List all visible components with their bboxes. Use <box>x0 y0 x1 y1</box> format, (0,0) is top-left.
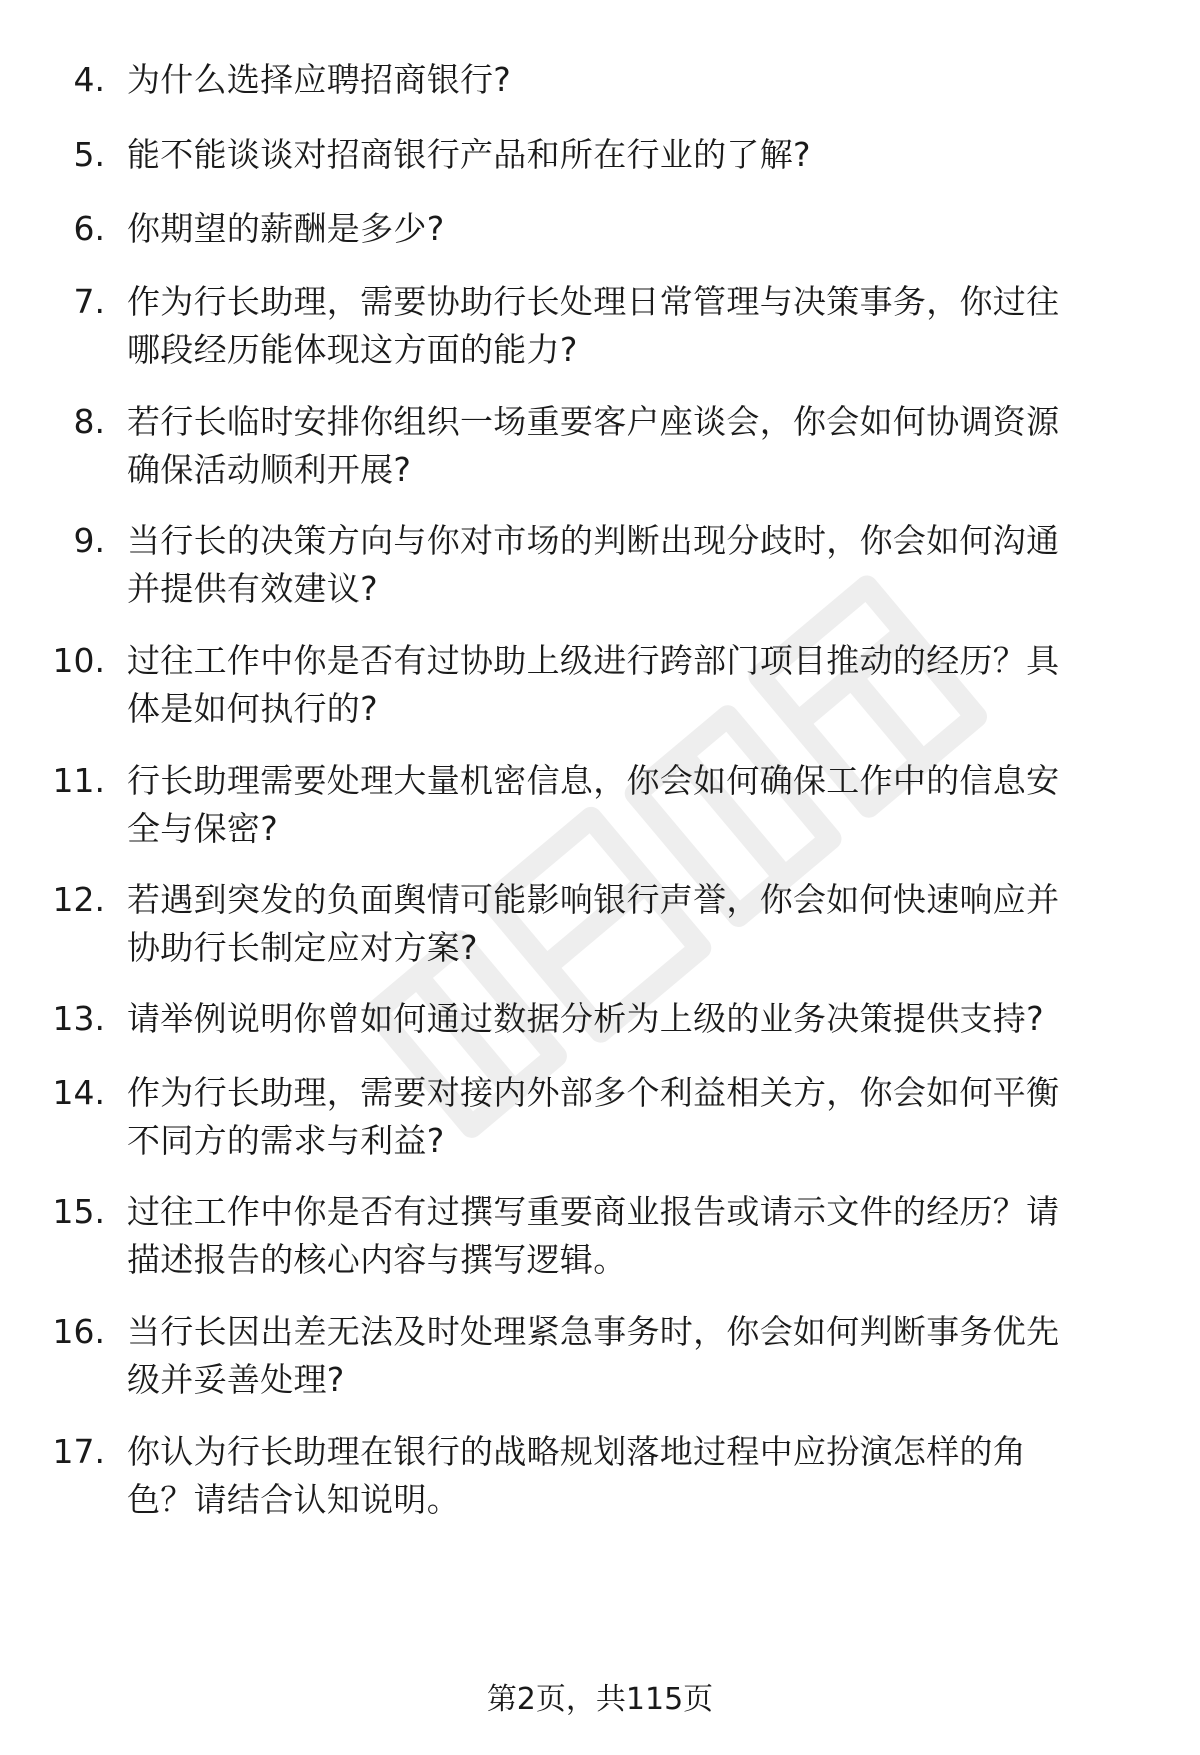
question-text-line: 能不能谈谈对招商银行产品和所在行业的了解? <box>127 135 811 174</box>
question-text <box>127 1308 1137 1404</box>
question-text <box>127 56 1137 104</box>
question-text <box>127 278 1137 374</box>
question-text-line: 当行长因出差无法及时处理紧急事务时，你会如何判断事务优先 <box>127 1312 1060 1351</box>
question-text-line: 行长助理需要处理大量机密信息，你会如何确保工作中的信息安 <box>127 761 1060 800</box>
question-text <box>127 1188 1137 1284</box>
question-text-line: 级并妥善处理? <box>127 1360 345 1399</box>
question-number: 6. <box>73 209 105 248</box>
question-number: 12. <box>52 880 105 919</box>
question-text-line: 你期望的薪酬是多少? <box>127 209 445 248</box>
question-number: 8. <box>73 402 105 441</box>
question-text-line: 作为行长助理，需要协助行长处理日常管理与决策事务，你过往 <box>127 282 1060 321</box>
question-text <box>127 1428 1137 1524</box>
question-number: 4. <box>73 60 105 99</box>
question-text-line: 并提供有效建议? <box>127 569 378 608</box>
question-text-line: 为什么选择应聘招商银行? <box>127 60 512 99</box>
question-text <box>127 876 1137 972</box>
question-text-line: 你认为行长助理在银行的战略规划落地过程中应扮演怎样的角 <box>127 1432 1027 1471</box>
question-text-line: 哪段经历能体现这方面的能力? <box>127 330 578 369</box>
question-text-line: 作为行长助理，需要对接内外部多个利益相关方，你会如何平衡 <box>127 1073 1060 1112</box>
question-text-line: 过往工作中你是否有过撰写重要商业报告或请示文件的经历？请 <box>127 1192 1060 1231</box>
question-number: 11. <box>52 761 105 800</box>
question-text-line: 请举例说明你曾如何通过数据分析为上级的业务决策提供支持? <box>127 999 1044 1038</box>
question-number: 15. <box>52 1192 105 1231</box>
question-number: 13. <box>52 999 105 1038</box>
question-text-line: 体是如何执行的? <box>127 689 378 728</box>
question-text-line: 当行长的决策方向与你对市场的判断出现分歧时，你会如何沟通 <box>127 521 1060 560</box>
question-text <box>127 757 1137 853</box>
question-text <box>127 1069 1137 1165</box>
question-text-line: 色？请结合认知说明。 <box>127 1480 460 1519</box>
question-number: 10. <box>52 641 105 680</box>
question-text <box>127 205 1137 253</box>
question-text-line: 若行长临时安排你组织一场重要客户座谈会，你会如何协调资源 <box>127 402 1060 441</box>
question-text-line: 全与保密? <box>127 809 279 848</box>
question-number: 16. <box>52 1312 105 1351</box>
question-number: 7. <box>73 282 105 321</box>
question-text-line: 过往工作中你是否有过协助上级进行跨部门项目推动的经历？具 <box>127 641 1060 680</box>
question-text-line: 若遇到突发的负面舆情可能影响银行声誉，你会如何快速响应并 <box>127 880 1060 919</box>
question-number: 9. <box>73 521 105 560</box>
page-number-footer: 第2页，共115页 <box>486 1682 714 1717</box>
question-text <box>127 398 1137 494</box>
question-text-line: 不同方的需求与利益? <box>127 1121 445 1160</box>
question-number: 5. <box>73 135 105 174</box>
question-text-line: 确保活动顺利开展? <box>127 450 412 489</box>
question-text <box>127 517 1137 613</box>
question-text-line: 描述报告的核心内容与撰写逻辑。 <box>127 1240 627 1279</box>
question-number: 14. <box>52 1073 105 1112</box>
question-text-line: 协助行长制定应对方案? <box>127 928 478 967</box>
question-number: 17. <box>52 1432 105 1471</box>
question-text <box>127 637 1137 733</box>
question-text <box>127 995 1137 1043</box>
question-text <box>127 131 1137 179</box>
